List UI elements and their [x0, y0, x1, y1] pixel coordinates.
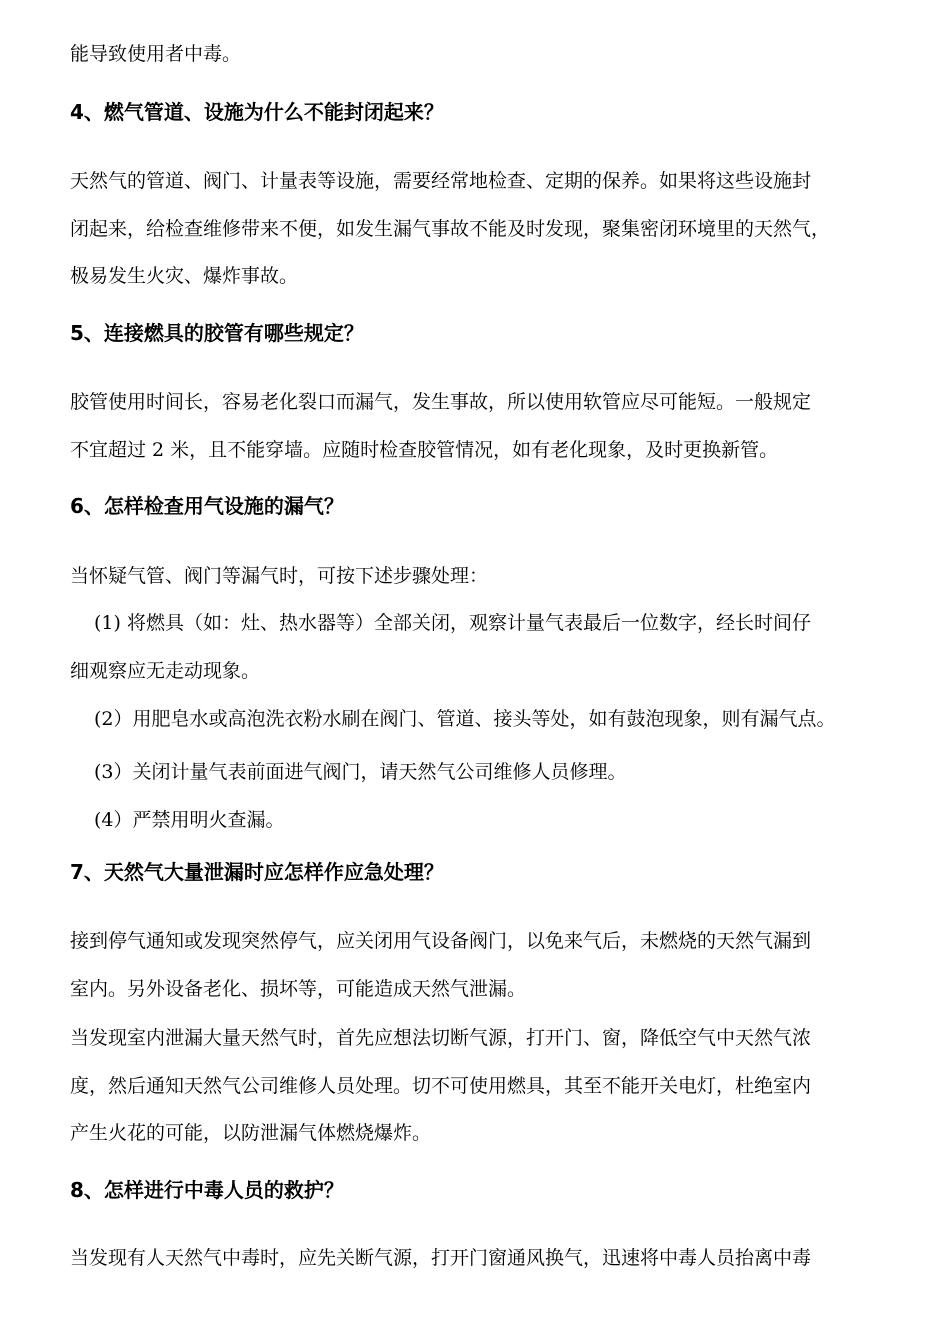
section-heading-6: 6、怎样检查用气设施的漏气？: [70, 494, 344, 518]
paragraph-line: 能导致使用者中毒。: [70, 43, 242, 65]
paragraph-line: 度，然后通知天然气公司维修人员处理。切不可使用燃具，其至不能开关电灯，杜绝室内: [70, 1075, 812, 1097]
paragraph-line: 产生火花的可能，以防泄漏气体燃烧爆炸。: [70, 1122, 432, 1144]
paragraph-line: 当发现有人天然气中毒时，应先关断气源，打开门窗通风换气，迅速将中毒人员抬离中毒: [70, 1247, 812, 1269]
paragraph-line: 室内。另外设备老化、损坏等，可能造成天然气泄漏。: [70, 978, 527, 1000]
paragraph-line: 细观察应无走动现象。: [70, 660, 261, 682]
paragraph-line: 接到停气通知或发现突然停气，应关闭用气设备阀门，以免来气后，未燃烧的天然气漏到: [70, 930, 812, 952]
paragraph-line: 天然气的管道、阀门、计量表等设施，需要经常地检查、定期的保养。如果将这些设施封: [70, 170, 812, 192]
list-item: (1) 将燃具（如：灶、热水器等）全部关闭，观察计量气表最后一位数字，经长时间仔: [94, 612, 811, 634]
paragraph-line: 当怀疑气管、阀门等漏气时，可按下述步骤处理：: [70, 565, 489, 587]
list-item: (3）关闭计量气表前面进气阀门，请天然气公司维修人员修理。: [94, 761, 627, 783]
section-heading-4: 4、燃气管道、设施为什么不能封闭起来？: [70, 100, 444, 124]
paragraph-line: 胶管使用时间长，容易老化裂口而漏气，发生事故，所以使用软管应尽可能短。一般规定: [70, 391, 812, 413]
paragraph-line: 不宜超过 2 米，且不能穿墙。应随时检查胶管情况，如有老化现象，及时更换新管。: [70, 439, 779, 461]
list-item: (4）严禁用明火查漏。: [94, 809, 285, 831]
list-item: (2）用肥皂水或高泡洗衣粉水刷在阀门、管道、接头等处，如有鼓泡现象，则有漏气点。: [94, 708, 836, 730]
paragraph-line: 极易发生火灾、爆炸事故。: [70, 265, 299, 287]
section-heading-7: 7、天然气大量泄漏时应怎样作应急处理？: [70, 860, 444, 884]
section-heading-8: 8、怎样进行中毒人员的救护？: [70, 1178, 344, 1202]
section-heading-5: 5、连接燃具的胶管有哪些规定？: [70, 321, 364, 345]
paragraph-line: 当发现室内泄漏大量天然气时，首先应想法切断气源，打开门、窗，降低空气中天然气浓: [70, 1027, 812, 1049]
paragraph-line: 闭起来，给检查维修带来不便，如发生漏气事故不能及时发现，聚集密闭环境里的天然气，: [70, 218, 831, 240]
